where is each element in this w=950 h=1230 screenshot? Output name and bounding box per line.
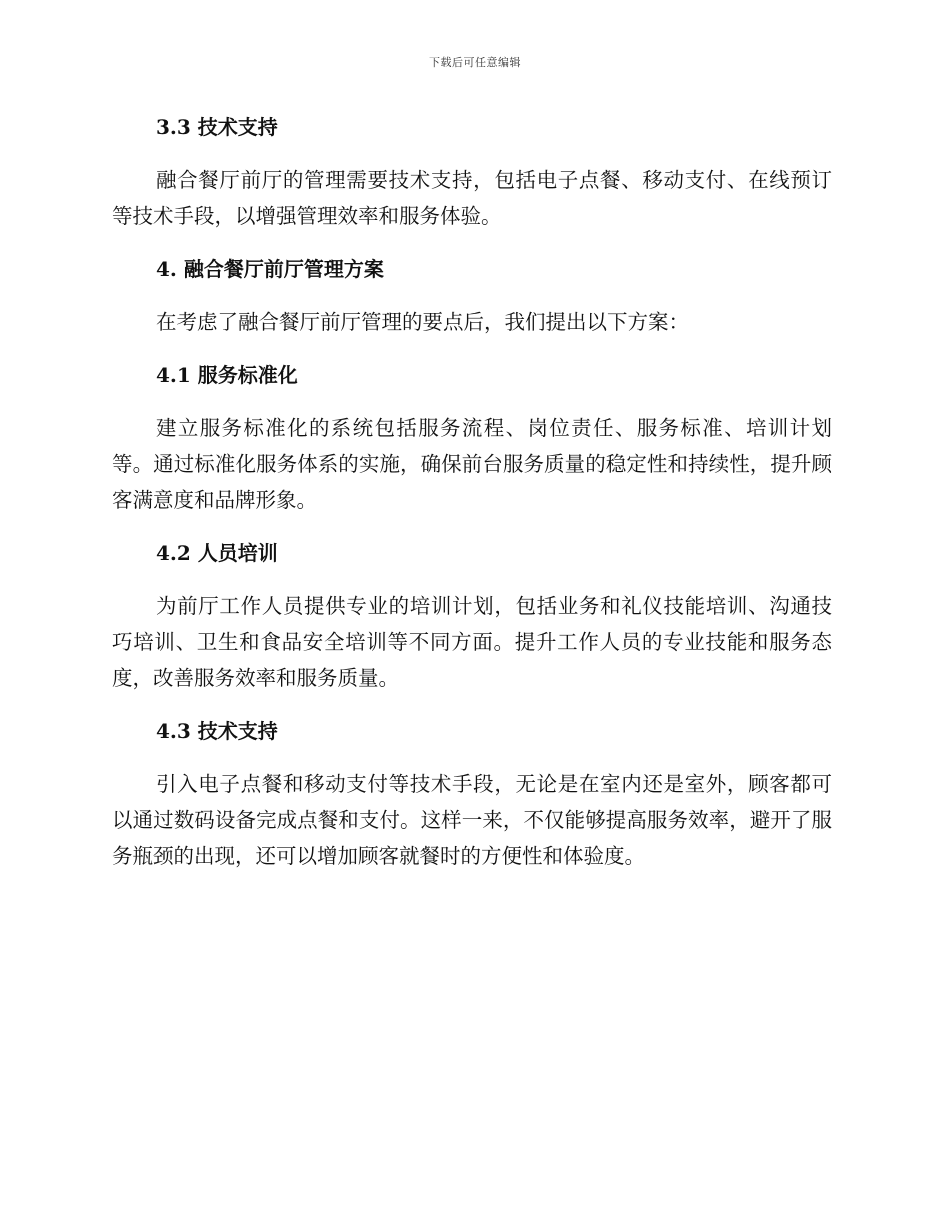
- section-heading-3-3: 3.3 技术支持: [156, 115, 278, 139]
- section-paragraph-4: 在考虑了融合餐厅前厅管理的要点后，我们提出以下方案：: [156, 310, 689, 334]
- section-paragraph-4-1: 建立服务标准化的系统包括服务流程、岗位责任、服务标准、培训计划等。通过标准化服务体系的实施，确保前台服务质量的稳定性和持续性，提升顾客满意度和品牌形象。: [112, 416, 832, 512]
- section-heading-4: 4. 融合餐厅前厅管理方案: [156, 257, 384, 281]
- section-paragraph-3-3: 融合餐厅前厅的管理需要技术支持，包括电子点餐、移动支付、在线预订等技术手段，以增强管理效率和服务体验。: [112, 168, 832, 228]
- section-heading-4-1: 4.1 服务标准化: [156, 363, 298, 387]
- document-body: [112, 112, 832, 874]
- section-paragraph-4-2: 为前厅工作人员提供专业的培训计划，包括业务和礼仪技能培训、沟通技巧培训、卫生和食品安全培训等不同方面。提升工作人员的专业技能和服务态度，改善服务效率和服务质量。: [112, 594, 832, 690]
- section-heading-4-3: 4.3 技术支持: [156, 719, 278, 743]
- page-header: 下载后可任意编辑: [429, 56, 521, 69]
- section-heading-4-2: 4.2 人员培训: [156, 541, 278, 565]
- section-paragraph-4-3: 引入电子点餐和移动支付等技术手段，无论是在室内还是室外，顾客都可以通过数码设备完成点餐和支付。这样一来，不仅能够提高服务效率，避开了服务瓶颈的出现，还可以增加顾客就餐时的方便性和体验度。: [112, 772, 832, 868]
